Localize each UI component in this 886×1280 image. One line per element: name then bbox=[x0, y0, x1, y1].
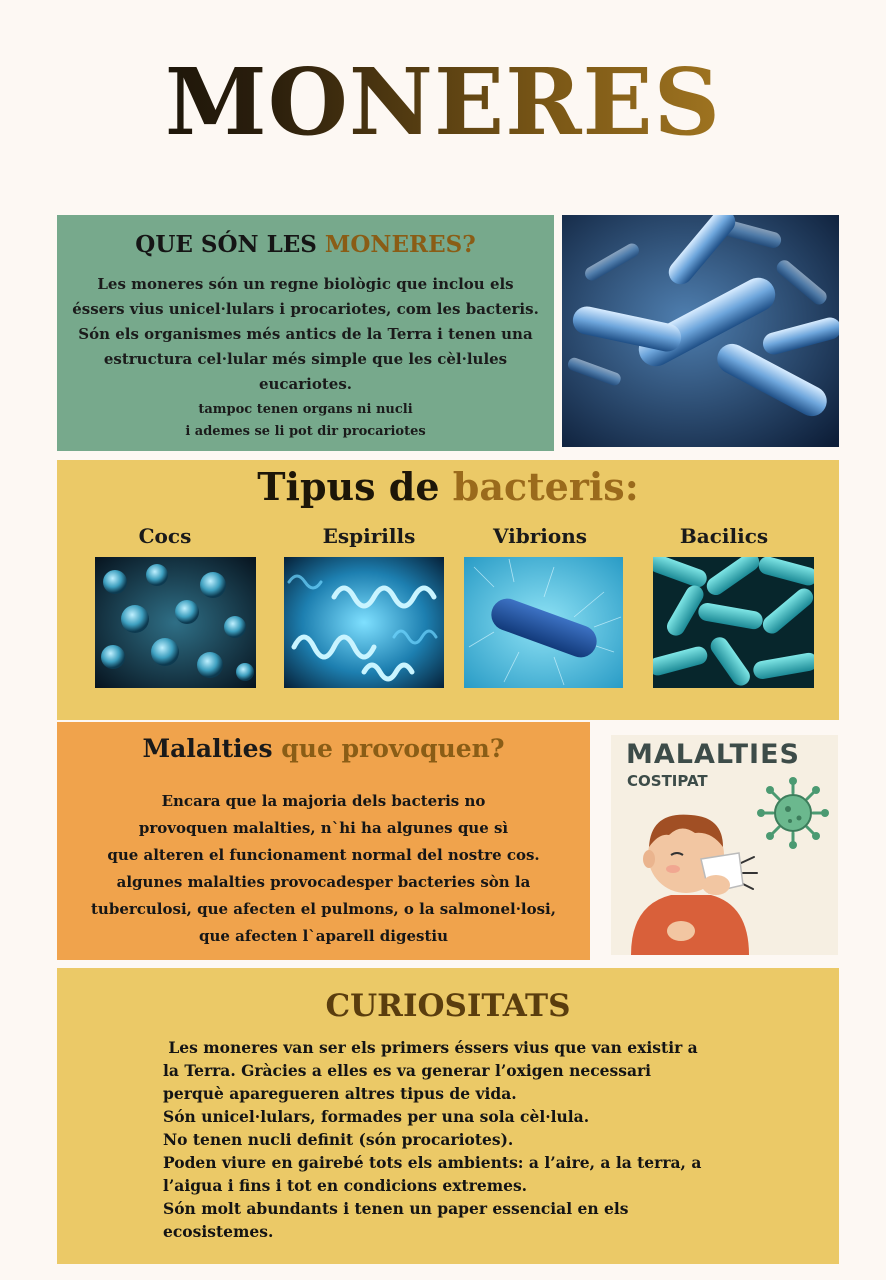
diseases-body bbox=[57, 788, 590, 950]
curiosities-line: perquè aparegueren altres tipus de vida. bbox=[163, 1084, 517, 1103]
what-heading bbox=[57, 231, 554, 258]
type-label-vibrions: Vibrions bbox=[492, 524, 588, 548]
diseases-heading-part1: Malalties bbox=[142, 734, 282, 763]
what-small-note bbox=[71, 399, 540, 443]
type-label-bacilics: Bacilics bbox=[679, 524, 769, 548]
curiosities-body bbox=[163, 1036, 763, 1243]
what-small-line2: i ademes se li pot dir procariotes bbox=[185, 424, 426, 439]
diseases-line: provoquen malalties, n`hi ha algunes que sì bbox=[138, 819, 509, 837]
diseases-line: que alteren el funcionament normal del nostre cos. bbox=[107, 846, 540, 864]
disease-card-title: MALALTIES bbox=[626, 739, 800, 770]
disease-card bbox=[611, 735, 838, 955]
diseases-line: que afecten l`aparell digestiu bbox=[199, 927, 448, 945]
curiosities-line: ecosistemes. bbox=[163, 1222, 274, 1241]
virus-icon bbox=[757, 777, 829, 849]
curiosities-line: l’aigua i fins i tot en condicions extremes. bbox=[163, 1176, 528, 1195]
types-heading-part1: Tipus de bbox=[257, 464, 453, 509]
type-label-espirills: Espirills bbox=[322, 524, 416, 548]
curiosities-line: Poden viure en gairebé tots els ambients: a l’aire, a la terra, a bbox=[163, 1153, 702, 1172]
diseases-panel bbox=[57, 722, 590, 960]
bacteria-illustration bbox=[562, 215, 839, 447]
curiosities-line: Les moneres van ser els primers éssers vius que van existir a bbox=[163, 1038, 698, 1057]
curiosities-line: No tenen nucli definit (són procariotes). bbox=[163, 1130, 514, 1149]
types-heading bbox=[57, 464, 839, 509]
what-small-line1: tampoc tenen organs ni nucli bbox=[198, 402, 413, 417]
curiosities-line: Són unicel·lulars, formades per una sola cèl·lula. bbox=[163, 1107, 590, 1126]
what-heading-part2: MONERES? bbox=[324, 231, 476, 258]
page-title: MONERES bbox=[0, 52, 886, 153]
what-heading-part1: QUE SÓN LES bbox=[135, 231, 325, 258]
diseases-line: algunes malalties provocadesper bacteries sòn la bbox=[116, 873, 531, 891]
sneezing-child-illustration bbox=[611, 735, 838, 955]
diseases-line: Encara que la majoria dels bacteris no bbox=[161, 792, 486, 810]
diseases-heading bbox=[57, 734, 590, 763]
diseases-heading-part2: que provoquen? bbox=[281, 734, 505, 763]
espirills-image bbox=[284, 557, 444, 688]
type-label-cocs: Cocs bbox=[138, 524, 192, 548]
diseases-line: tuberculosi, que afecten el pulmons, o la salmonel·losi, bbox=[91, 900, 556, 918]
curiosities-heading: CURIOSITATS bbox=[325, 988, 571, 1024]
cocs-image bbox=[95, 557, 256, 688]
types-heading-part2: bacteris: bbox=[452, 464, 639, 509]
vibrions-image bbox=[464, 557, 623, 688]
curiosities-panel bbox=[57, 968, 839, 1264]
curiosities-line: Són molt abundants i tenen un paper essencial en els bbox=[163, 1199, 629, 1218]
disease-card-subtitle: COSTIPAT bbox=[627, 772, 708, 790]
what-body: Les moneres són un regne biològic que inclou els éssers vius unicel·lulars i procariotes, com les bacteris. Són els organismes més antics de la Terra i tenen una estructura cel·lular més simple que les cèl·lules eucariotes. bbox=[72, 275, 539, 393]
curiosities-line: la Terra. Gràcies a elles es va generar l’oxigen necessari bbox=[163, 1061, 652, 1080]
bacilics-image bbox=[653, 557, 814, 688]
